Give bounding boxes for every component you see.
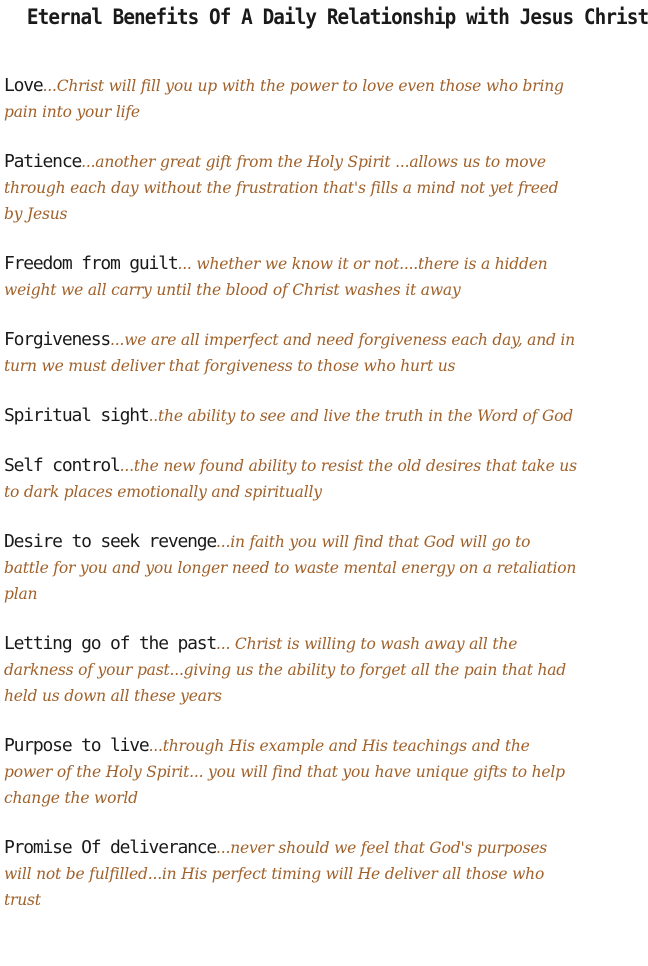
benefit-heading: Self control <box>4 455 120 476</box>
benefit-heading: Patience <box>4 151 82 172</box>
list-item <box>4 403 577 429</box>
benefit-description: ...never should we feel that God's purposes will not be fulfilled...in His perfect timing will He deliver all those who trust <box>4 839 548 909</box>
list-item <box>4 453 577 505</box>
benefit-description: ... Christ is willing to wash away all the darkness of your past...giving us the ability to forget all the pain that had held us down all these years <box>4 635 567 705</box>
benefit-heading: Promise Of deliverance <box>4 837 217 858</box>
list-item <box>4 149 577 227</box>
benefit-heading: Desire to seek revenge <box>4 531 217 552</box>
list-item <box>4 251 577 303</box>
benefit-heading: Love <box>4 75 43 96</box>
list-item <box>4 73 577 125</box>
page-title: Eternal Benefits Of A Daily Relationship with Jesus Christ <box>26 5 648 29</box>
benefits-list <box>4 73 577 913</box>
benefit-description: ...through His example and His teachings and the power of the Holy Spirit... you will find that you have unique gifts to help change the world <box>4 737 565 807</box>
benefit-description: ...another great gift from the Holy Spirit ...allows us to move through each day without the frustration that's fills a mind not yet freed by Jesus <box>4 153 559 223</box>
benefit-description: ...Christ will fill you up with the power to love even those who bring pain into your life <box>4 77 564 121</box>
list-item <box>4 835 577 913</box>
benefit-heading: Spiritual sight <box>4 405 149 426</box>
benefit-description: ..the ability to see and live the truth in the Word of God <box>148 407 573 425</box>
benefit-heading: Letting go of the past <box>4 633 217 654</box>
benefit-heading: Forgiveness <box>4 329 111 350</box>
benefit-description: ... whether we know it or not....there is a hidden weight we all carry until the blood of Christ washes it away <box>4 255 548 299</box>
benefit-description: ...the new found ability to resist the old desires that take us to dark places emotionally and spiritually <box>4 457 577 501</box>
benefit-description: ...in faith you will find that God will go to battle for you and you longer need to waste mental energy on a retaliation plan <box>4 533 577 603</box>
list-item <box>4 733 577 811</box>
benefit-heading: Freedom from guilt <box>4 253 178 274</box>
list-item <box>4 529 577 607</box>
list-item <box>4 631 577 709</box>
list-item <box>4 327 577 379</box>
benefit-heading: Purpose to live <box>4 735 149 756</box>
benefit-description: ...we are all imperfect and need forgiveness each day, and in turn we must deliver that forgiveness to those who hurt us <box>4 331 575 375</box>
